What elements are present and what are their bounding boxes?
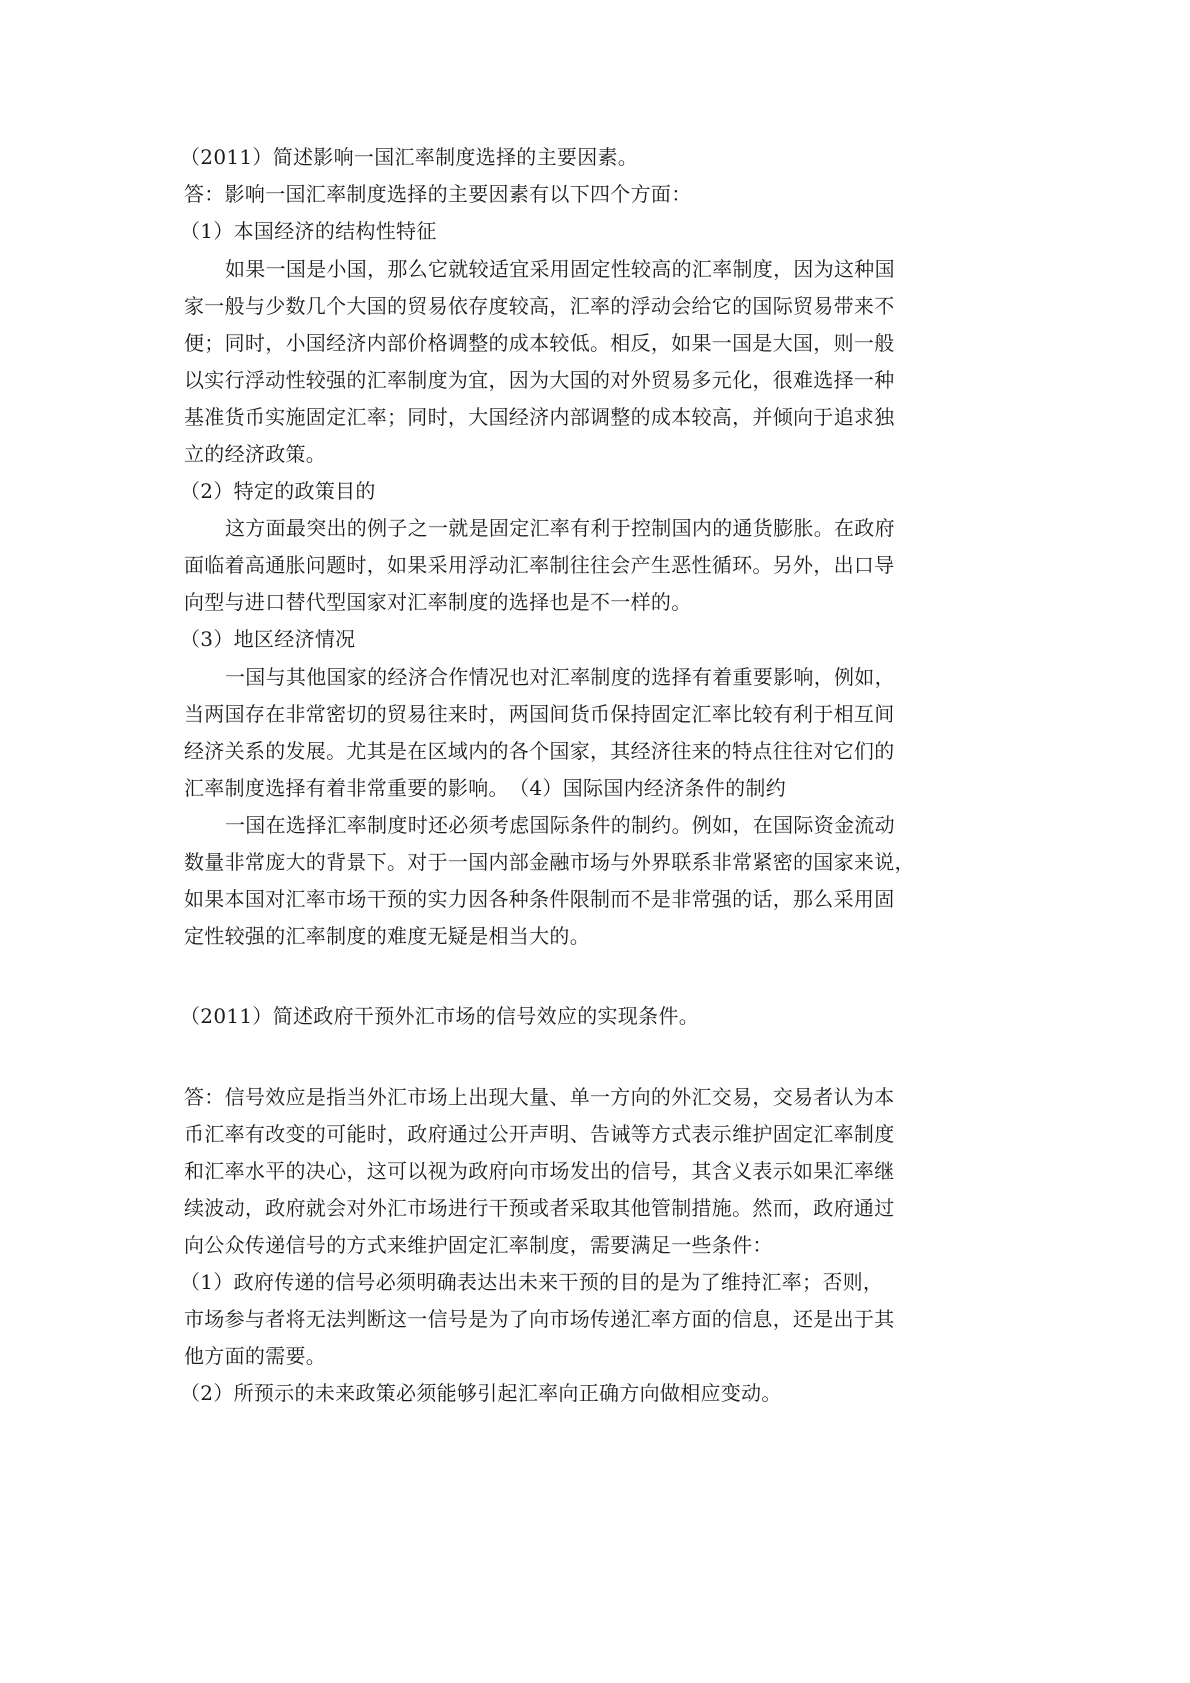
section-1-heading: （1）本国经济的结构性特征 — [180, 219, 437, 243]
paragraph-line: 他方面的需要。 — [184, 1344, 327, 1368]
paragraph-line: 经济关系的发展。尤其是在区域内的各个国家，其经济往来的特点往往对它们的 — [184, 739, 895, 763]
condition-2-line: （2）所预示的未来政策必须能够引起汇率向正确方向做相应变动。 — [180, 1381, 782, 1405]
condition-1-line: （1）政府传递的信号必须明确表达出未来干预的目的是为了维持汇率；否则， — [180, 1270, 884, 1294]
paragraph-line: 基准货币实施固定汇率；同时，大国经济内部调整的成本较高，并倾向于追求独 — [184, 405, 895, 429]
paragraph-line: 一国在选择汇率制度时还必须考虑国际条件的制约。例如，在国际资金流动 — [225, 813, 895, 837]
paragraph-line: 定性较强的汇率制度的难度无疑是相当大的。 — [184, 924, 590, 948]
paragraph-line: 答：信号效应是指当外汇市场上出现大量、单一方向的外汇交易，交易者认为本 — [184, 1085, 895, 1109]
paragraph-line: 和汇率水平的决心，这可以视为政府向市场发出的信号，其含义表示如果汇率继 — [184, 1159, 895, 1183]
paragraph-line: 续波动，政府就会对外汇市场进行干预或者采取其他管制措施。然而，政府通过 — [184, 1196, 895, 1220]
paragraph-line: 如果本国对汇率市场干预的实力因各种条件限制而不是非常强的话，那么采用固 — [184, 887, 895, 911]
section-3-heading: （3）地区经济情况 — [180, 627, 356, 651]
paragraph-line: 立的经济政策。 — [184, 442, 327, 466]
paragraph-line: 市场参与者将无法判断这一信号是为了向市场传递汇率方面的信息，还是出于其 — [184, 1307, 895, 1331]
question-1-title: （2011）简述影响一国汇率制度选择的主要因素。 — [180, 145, 639, 169]
paragraph-line: 一国与其他国家的经济合作情况也对汇率制度的选择有着重要影响，例如， — [225, 665, 895, 689]
paragraph-line: 这方面最突出的例子之一就是固定汇率有利于控制国内的通货膨胀。在政府 — [225, 516, 895, 540]
paragraph-line: 向型与进口替代型国家对汇率制度的选择也是不一样的。 — [184, 590, 692, 614]
paragraph-line: 以实行浮动性较强的汇率制度为宜，因为大国的对外贸易多元化，很难选择一种 — [184, 368, 895, 392]
paragraph-line: 数量非常庞大的背景下。对于一国内部金融市场与外界联系非常紧密的国家来说， — [184, 850, 915, 874]
paragraph-line: 家一般与少数几个大国的贸易依存度较高，汇率的浮动会给它的国际贸易带来不 — [184, 294, 895, 318]
paragraph-line: 当两国存在非常密切的贸易往来时，两国间货币保持固定汇率比较有利于相互间 — [184, 702, 895, 726]
answer-1-intro: 答：影响一国汇率制度选择的主要因素有以下四个方面： — [184, 182, 692, 206]
paragraph-line: 汇率制度选择有着非常重要的影响。 （4）国际国内经济条件的制约 — [184, 776, 787, 800]
paragraph-line: 面临着高通胀问题时，如果采用浮动汇率制往往会产生恶性循环。另外，出口导 — [184, 553, 895, 577]
paragraph-line: 如果一国是小国，那么它就较适宜采用固定性较高的汇率制度，因为这种国 — [225, 257, 895, 281]
paragraph-line: 向公众传递信号的方式来维护固定汇率制度，需要满足一些条件： — [184, 1233, 773, 1257]
paragraph-line: 币汇率有改变的可能时，政府通过公开声明、告诫等方式表示维护固定汇率制度 — [184, 1122, 895, 1146]
section-2-heading: （2）特定的政策目的 — [180, 479, 376, 503]
question-2-title: （2011）简述政府干预外汇市场的信号效应的实现条件。 — [180, 1004, 699, 1028]
paragraph-line: 便；同时，小国经济内部价格调整的成本较低。相反，如果一国是大国，则一般 — [184, 331, 895, 355]
